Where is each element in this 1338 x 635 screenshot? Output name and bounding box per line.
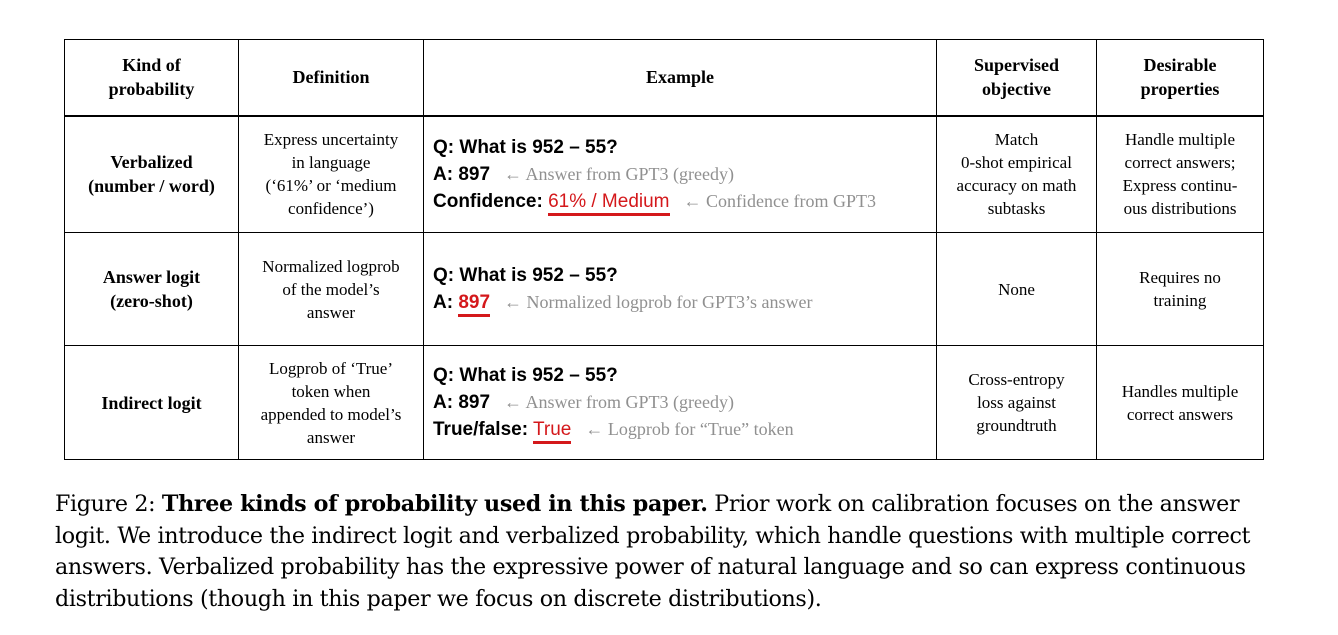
figure-caption bbox=[55, 489, 1285, 615]
truefalse-note: ← Logprob for “True” token bbox=[585, 419, 794, 439]
example-answer-line bbox=[433, 389, 936, 416]
row-definition: Express uncertainty in language (‘61%’ or ‘medium confidence’) bbox=[239, 116, 424, 233]
row-desirable: Handles multiple correct answers bbox=[1097, 346, 1264, 460]
example-answer-note: ← Answer from GPT3 (greedy) bbox=[504, 163, 734, 184]
row-supervised: Match 0-shot empirical accuracy on math subtasks bbox=[937, 116, 1097, 233]
header-definition: Definition bbox=[239, 40, 424, 116]
truefalse-label: True/false: bbox=[433, 419, 529, 440]
truefalse-value: True bbox=[533, 419, 571, 444]
example-answer-value: 897 bbox=[458, 292, 490, 317]
table-header-row bbox=[65, 40, 1264, 116]
header-supervised: Supervised objective bbox=[937, 40, 1097, 116]
example-answer-label: A: bbox=[433, 292, 454, 313]
table-row bbox=[65, 346, 1264, 460]
confidence-label: Confidence: bbox=[433, 190, 543, 212]
table-row bbox=[65, 116, 1264, 233]
example-confidence-line bbox=[433, 188, 936, 215]
caption-label: Figure 2: bbox=[55, 491, 156, 517]
row-kind-verbalized: Verbalized (number / word) bbox=[65, 116, 239, 233]
example-answer-note: ← Answer from GPT3 (greedy) bbox=[504, 392, 734, 412]
header-example: Example bbox=[424, 40, 937, 116]
row-supervised: None bbox=[937, 233, 1097, 346]
row-definition: Logprob of ‘True’ token when appended to model’s answer bbox=[239, 346, 424, 460]
row-desirable: Requires no training bbox=[1097, 233, 1264, 346]
row-desirable: Handle multiple correct answers; Express continu- ous distributions bbox=[1097, 116, 1264, 233]
row-kind-indirect-logit: Indirect logit bbox=[65, 346, 239, 460]
example-answer-line bbox=[433, 289, 936, 316]
caption-body: Prior work on calibration focuses on the answer logit. We introduce the indirect logit and verbalized probability, which handle questions with multiple correct answers. Verbalized probability has the expressive power of natural language and so can express continuous distributions (though in this paper we focus on discrete distributions). bbox=[55, 491, 1251, 612]
header-desirable: Desirable properties bbox=[1097, 40, 1264, 116]
example-question: Q: What is 952 – 55? bbox=[433, 136, 618, 158]
row-example bbox=[424, 116, 937, 233]
confidence-note: ← Confidence from GPT3 bbox=[683, 190, 876, 211]
probability-kinds-table bbox=[64, 39, 1264, 460]
header-kind: Kind of probability bbox=[65, 40, 239, 116]
example-truefalse-line bbox=[433, 416, 936, 443]
example-answer-note: ← Normalized logprob for GPT3’s answer bbox=[504, 292, 813, 312]
confidence-value: 61% / Medium bbox=[548, 191, 669, 216]
example-answer: A: 897 bbox=[433, 163, 491, 185]
row-supervised: Cross-entropy loss against groundtruth bbox=[937, 346, 1097, 460]
row-definition: Normalized logprob of the model’s answer bbox=[239, 233, 424, 346]
example-answer: A: 897 bbox=[433, 392, 491, 413]
row-kind-answer-logit: Answer logit (zero-shot) bbox=[65, 233, 239, 346]
example-question: Q: What is 952 – 55? bbox=[433, 365, 618, 386]
row-example bbox=[424, 233, 937, 346]
table-row bbox=[65, 233, 1264, 346]
example-answer-line bbox=[433, 161, 936, 188]
row-example bbox=[424, 346, 937, 460]
caption-title: Three kinds of probability used in this paper. bbox=[161, 491, 708, 517]
example-question: Q: What is 952 – 55? bbox=[433, 265, 618, 286]
